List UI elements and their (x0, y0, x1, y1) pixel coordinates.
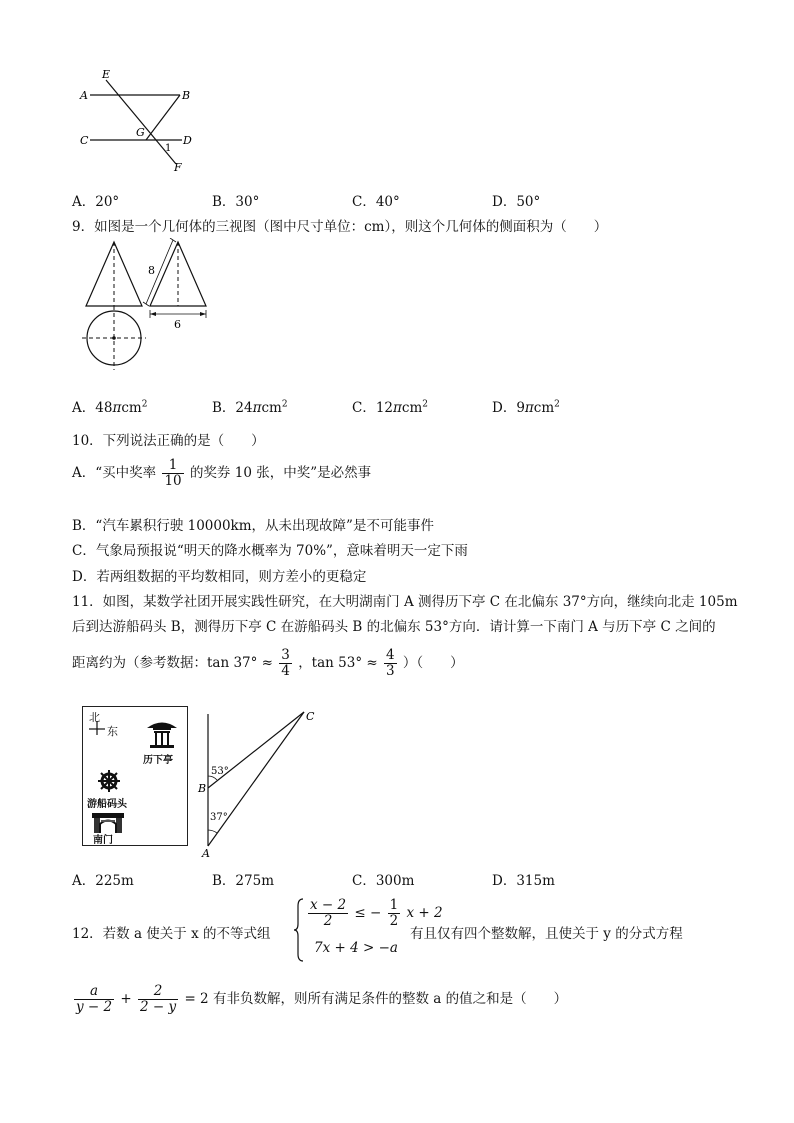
point-C-label: C (306, 710, 315, 723)
q11-stem-line-2: 后到达游船码头 B，测得历下亭 C 在游船码头 B 的北偏东 53°方向．请计算一下南门 A 与历下亭 C 之间的 (72, 619, 716, 635)
q8-option-a[interactable]: A．20° (72, 194, 120, 210)
east-label: 东 (107, 725, 118, 738)
pier-label: 游船码头 (87, 799, 127, 810)
q12-stem-post: 有且仅有四个整数解，且使关于 y 的分式方程 (410, 926, 683, 942)
q11-option-c[interactable]: C．300m (352, 873, 415, 889)
q11-triangle-figure (196, 706, 326, 858)
q9-option-a[interactable]: A．48πcm$^2$ (72, 399, 148, 416)
q11-option-b[interactable]: B．275m (212, 873, 274, 889)
gate-icon (91, 811, 125, 833)
label-A: A (80, 89, 88, 102)
label-E: E (102, 68, 111, 81)
q11-stem-line-1: 11．如图，某数学社团开展实践性研究，在大明湖南门 A 测得历下亭 C 在北偏东 37°方向，继续向北走 105m (72, 594, 738, 610)
label-C: C (80, 134, 89, 147)
q11-option-a[interactable]: A．225m (72, 873, 134, 889)
fraction-one-tenth: $\frac{1}{10}$ (164, 457, 182, 489)
q11-stem-line-3: 距离约为（参考数据：tan 37° ≈ $\frac{3}{4}$ ，tan 53° ≈ $\frac{4}{3}$ ）（ ） (72, 647, 464, 679)
q12-equation-line: $\frac{a}{y - 2}$ + $\frac{2}{2 - y}$ = 2 有非负数解，则所有满足条件的整数 a 的值之和是（ ） (76, 983, 568, 1015)
q9-option-d[interactable]: D．9πcm$^2$ (492, 399, 560, 416)
q8-figure (76, 64, 206, 174)
slant-length-label: 8 (148, 264, 155, 277)
q12-stem-pre: 12．若数 a 使关于 x 的不等式组 (72, 926, 271, 942)
ship-wheel-icon (97, 769, 121, 793)
q9-three-views-figure (80, 238, 212, 378)
label-G: G (136, 126, 145, 139)
point-A-label: A (202, 847, 210, 858)
inequality-1: $\frac{x - 2}{2}$ ≤ − $\frac{1}{2}$ x + 2 (310, 897, 443, 929)
label-B: B (182, 89, 191, 102)
q9-stem: 9．如图是一个几何体的三视图（图中尺寸单位：cm），则这个几何体的侧面积为（ ） (72, 219, 608, 235)
q10-option-b[interactable]: B．“汽车累积行驶 10000km，从未出现故障”是不可能事件 (72, 518, 434, 534)
q8-option-c[interactable]: C．40° (352, 194, 400, 210)
label-angle-1: 1 (165, 143, 172, 154)
label-D: D (183, 134, 192, 147)
left-brace-icon (294, 898, 304, 962)
q10-option-a[interactable]: A．“买中奖率 $\frac{1}{10}$ 的奖券 10 张，中奖”是必然事 (72, 457, 372, 489)
q8-option-b[interactable]: B．30° (212, 194, 260, 210)
base-length-label: 6 (174, 318, 181, 331)
inequality-2: 7x + 4 > −a (314, 940, 398, 956)
q10-stem: 10．下列说法正确的是（ ） (72, 433, 265, 449)
inequality-system (294, 897, 443, 962)
label-F: F (174, 161, 182, 174)
q11-map (82, 706, 188, 846)
q11-option-d[interactable]: D．315m (492, 873, 555, 889)
pavilion-icon (145, 719, 179, 749)
q10-option-d[interactable]: D．若两组数据的平均数相同，则方差小的更稳定 (72, 569, 367, 585)
q9-option-b[interactable]: B．24πcm$^2$ (212, 399, 288, 416)
north-label: 北 (89, 711, 100, 724)
pavilion-label: 历下亭 (143, 755, 173, 766)
q10-option-c[interactable]: C．气象局预报说“明天的降水概率为 70%”，意味着明天一定下雨 (72, 543, 468, 559)
q9-option-c[interactable]: C．12πcm$^2$ (352, 399, 428, 416)
gate-label: 南门 (93, 835, 113, 846)
q8-option-d[interactable]: D．50° (492, 194, 541, 210)
point-B-label: B (198, 782, 207, 795)
angle-37-label: 37° (210, 812, 228, 823)
angle-53-label: 53° (211, 766, 229, 777)
